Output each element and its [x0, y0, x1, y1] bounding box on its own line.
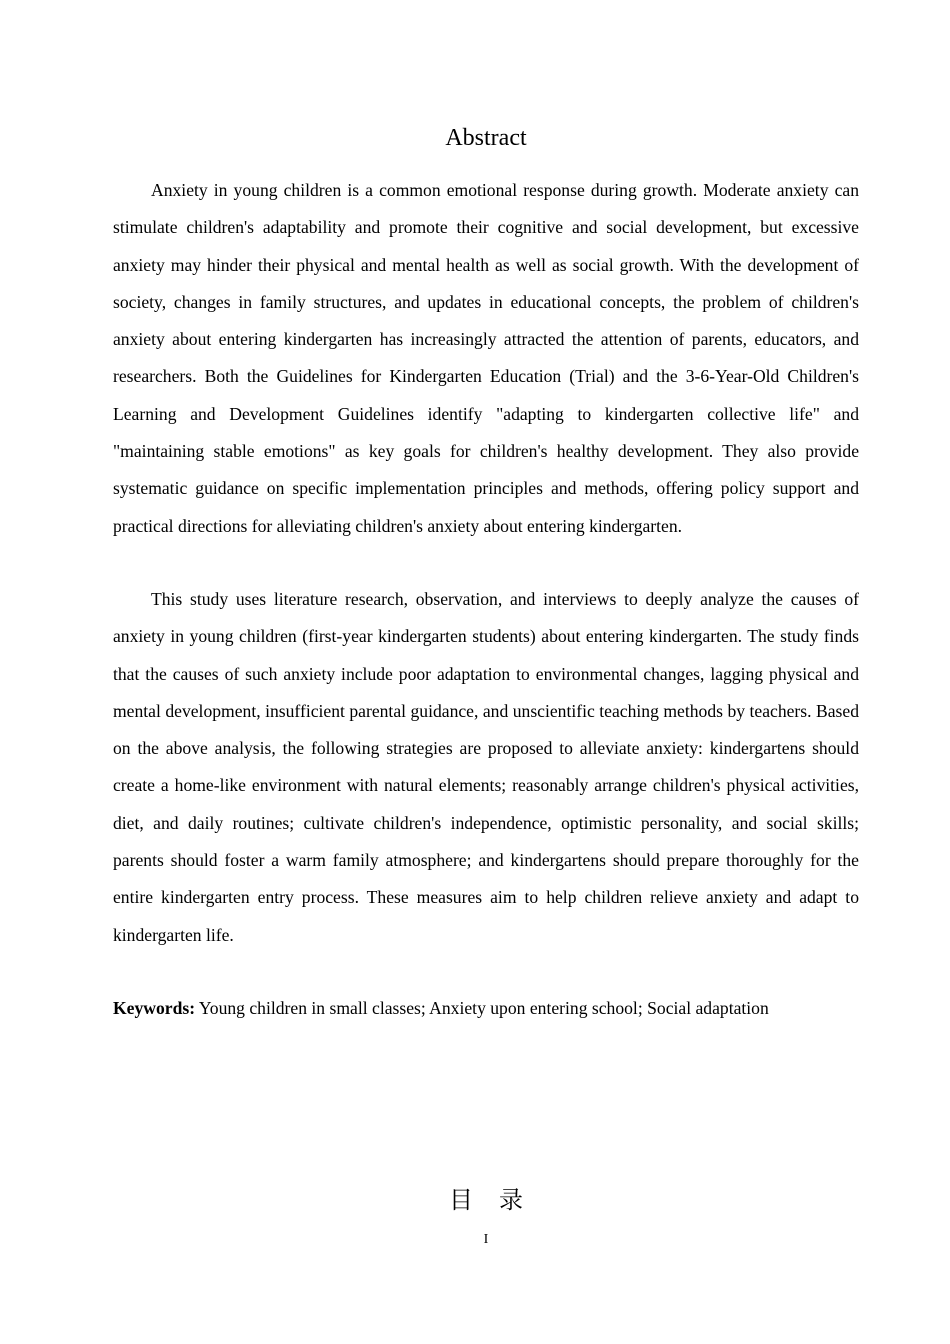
abstract-paragraph-2: This study uses literature research, observation, and interviews to deeply analyze the causes of anxiety in young children (first-year kindergarten students) about entering kindergarten. The study finds that the causes of such anxiety include poor adaptation to environmental changes, lagging physical and mental development, insufficient parental guidance, and unscientific teaching methods by teachers. Based on the above analysis, the following strategies are proposed to alleviate anxiety: kindergartens should create a home-like environment with natural elements; reasonably arrange children's physical activities, diet, and daily routines; cultivate children's independence, optimistic personality, and social skills; parents should foster a warm family atmosphere; and kindergartens should prepare thoroughly for the entire kindergarten entry process. These measures aim to help children relieve anxiety and adapt to kindergarten life. [113, 589, 859, 945]
page-number: I [483, 1232, 489, 1247]
keywords-label: Keywords: [113, 998, 196, 1018]
keywords-line [113, 993, 873, 1023]
keywords-text: Young children in small classes; Anxiety upon entering school; Social adaptation [195, 998, 769, 1018]
table-of-contents-title: 目录 [449, 1186, 549, 1214]
abstract-title: Abstract [445, 125, 527, 151]
abstract-paragraph-1: Anxiety in young children is a common emotional response during growth. Moderate anxiety can stimulate children's adaptability and promote their cognitive and social development, but excessive anxiety may hinder their physical and mental health as well as social growth. With the development of society, changes in family structures, and updates in educational concepts, the problem of children's anxiety about entering kindergarten has increasingly attracted the attention of parents, educators, and researchers. Both the Guidelines for Kindergarten Education (Trial) and the 3-6-Year-Old Children's Learning and Development Guidelines identify "adapting to kindergarten collective life" and "maintaining stable emotions" as key goals for children's healthy development. They also provide systematic guidance on specific implementation principles and methods, offering policy support and practical directions for alleviating children's anxiety about entering kindergarten. [113, 180, 859, 536]
